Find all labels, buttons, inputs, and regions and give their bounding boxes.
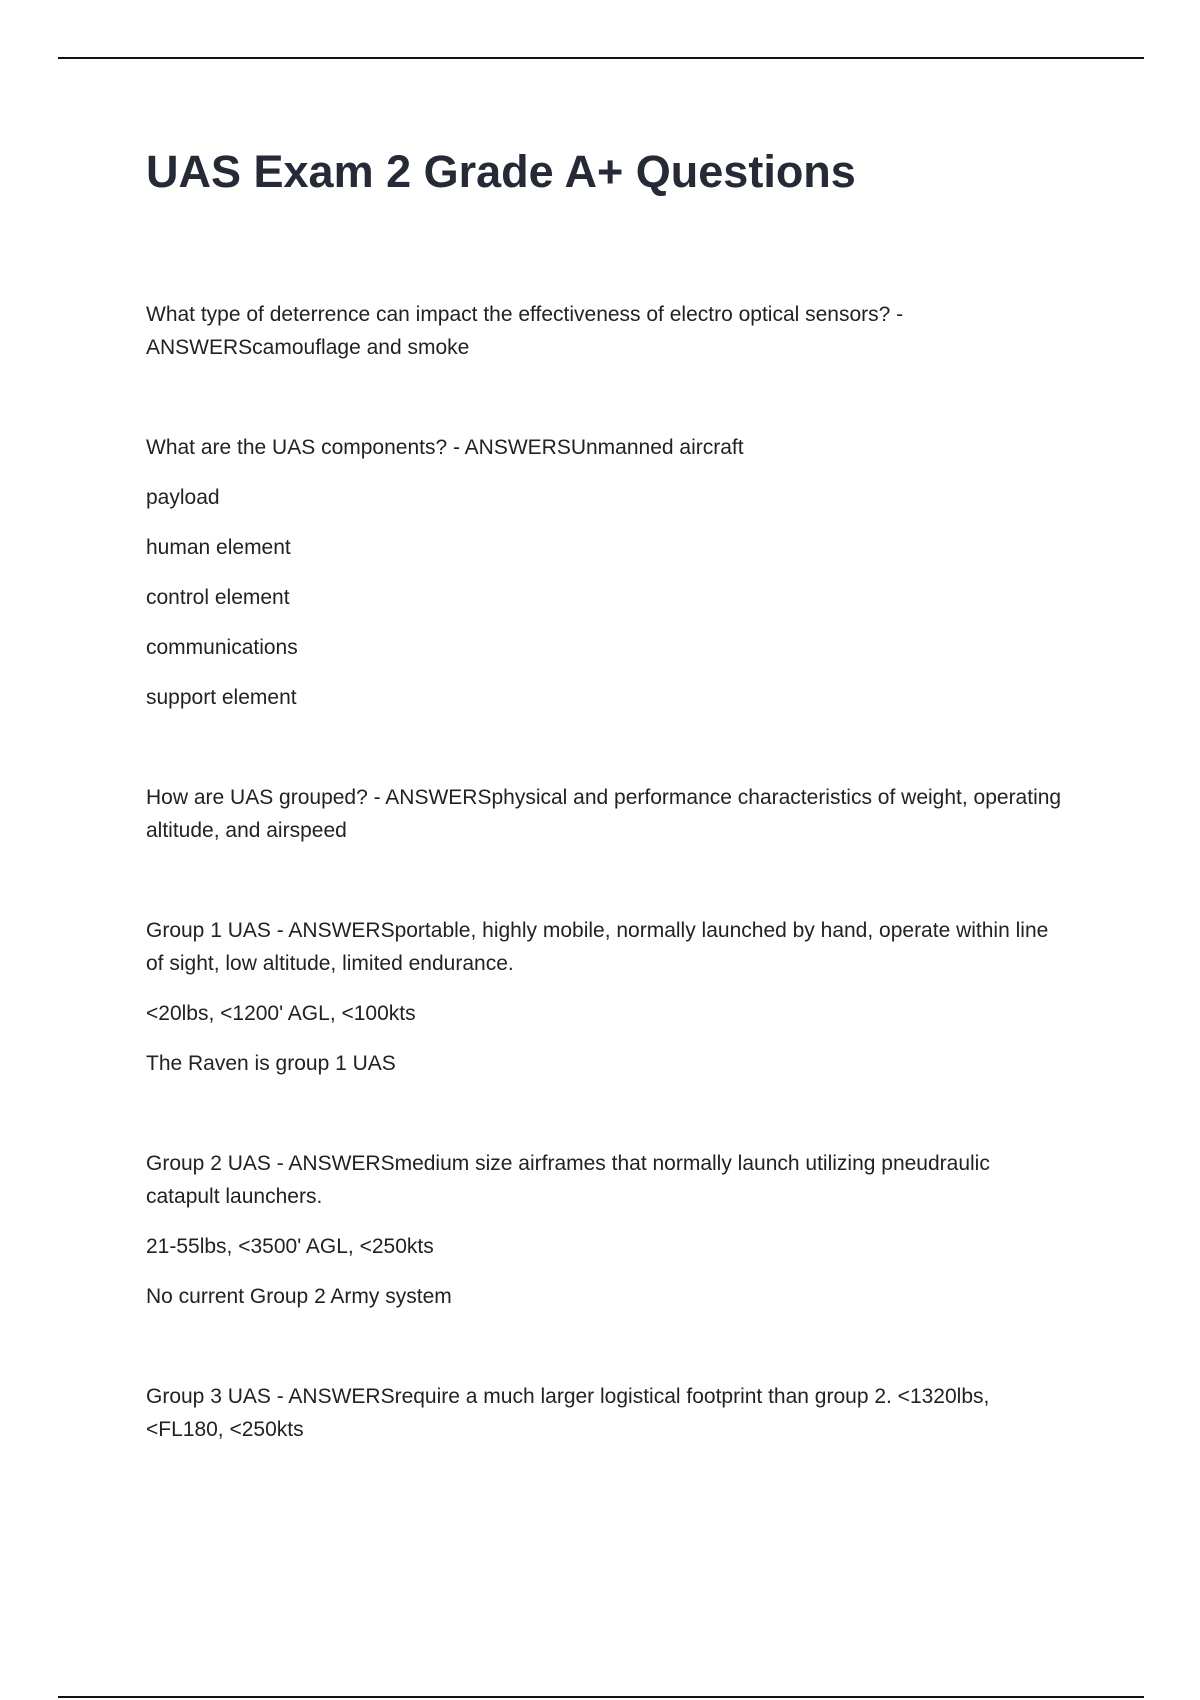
- answer-line: communications: [146, 636, 298, 659]
- question-answer-text: What are the UAS components? - ANSWERSUnmanned aircraft: [146, 436, 744, 459]
- qa-entry: [146, 1380, 1066, 1446]
- answer-line: 21-55lbs, <3500' AGL, <250kts: [146, 1235, 434, 1258]
- answer-line: support element: [146, 686, 297, 709]
- qa-entry: [146, 1147, 1066, 1313]
- header-rule: [58, 57, 1144, 59]
- answer-line: human element: [146, 536, 291, 559]
- answer-line: The Raven is group 1 UAS: [146, 1052, 396, 1075]
- qa-entry: [146, 914, 1066, 1080]
- answer-line: <20lbs, <1200' AGL, <100kts: [146, 1002, 416, 1025]
- qa-entry: [146, 431, 1066, 714]
- question-answer-text: Group 3 UAS - ANSWERSrequire a much larger logistical footprint than group 2. <1320lbs, <FL180, <250kts: [146, 1385, 990, 1441]
- qa-entry: [146, 781, 1066, 847]
- answer-line: No current Group 2 Army system: [146, 1285, 452, 1308]
- question-answer-text: Group 1 UAS - ANSWERSportable, highly mobile, normally launched by hand, operate within line of sight, low altitude, limited endurance.: [146, 919, 1049, 975]
- page-title: UAS Exam 2 Grade A+ Questions: [146, 146, 856, 197]
- answer-line: control element: [146, 586, 290, 609]
- question-answer-text: How are UAS grouped? - ANSWERSphysical and performance characteristics of weight, operating altitude, and airspeed: [146, 786, 1062, 842]
- question-answer-text: What type of deterrence can impact the effectiveness of electro optical sensors? - ANSWERScamouflage and smoke: [146, 303, 904, 359]
- question-answer-text: Group 2 UAS - ANSWERSmedium size airframes that normally launch utilizing pneudraulic catapult launchers.: [146, 1152, 990, 1208]
- document-body: [146, 298, 1066, 1513]
- answer-line: payload: [146, 486, 220, 509]
- footer-rule: [58, 1696, 1144, 1698]
- qa-entry: [146, 298, 1066, 364]
